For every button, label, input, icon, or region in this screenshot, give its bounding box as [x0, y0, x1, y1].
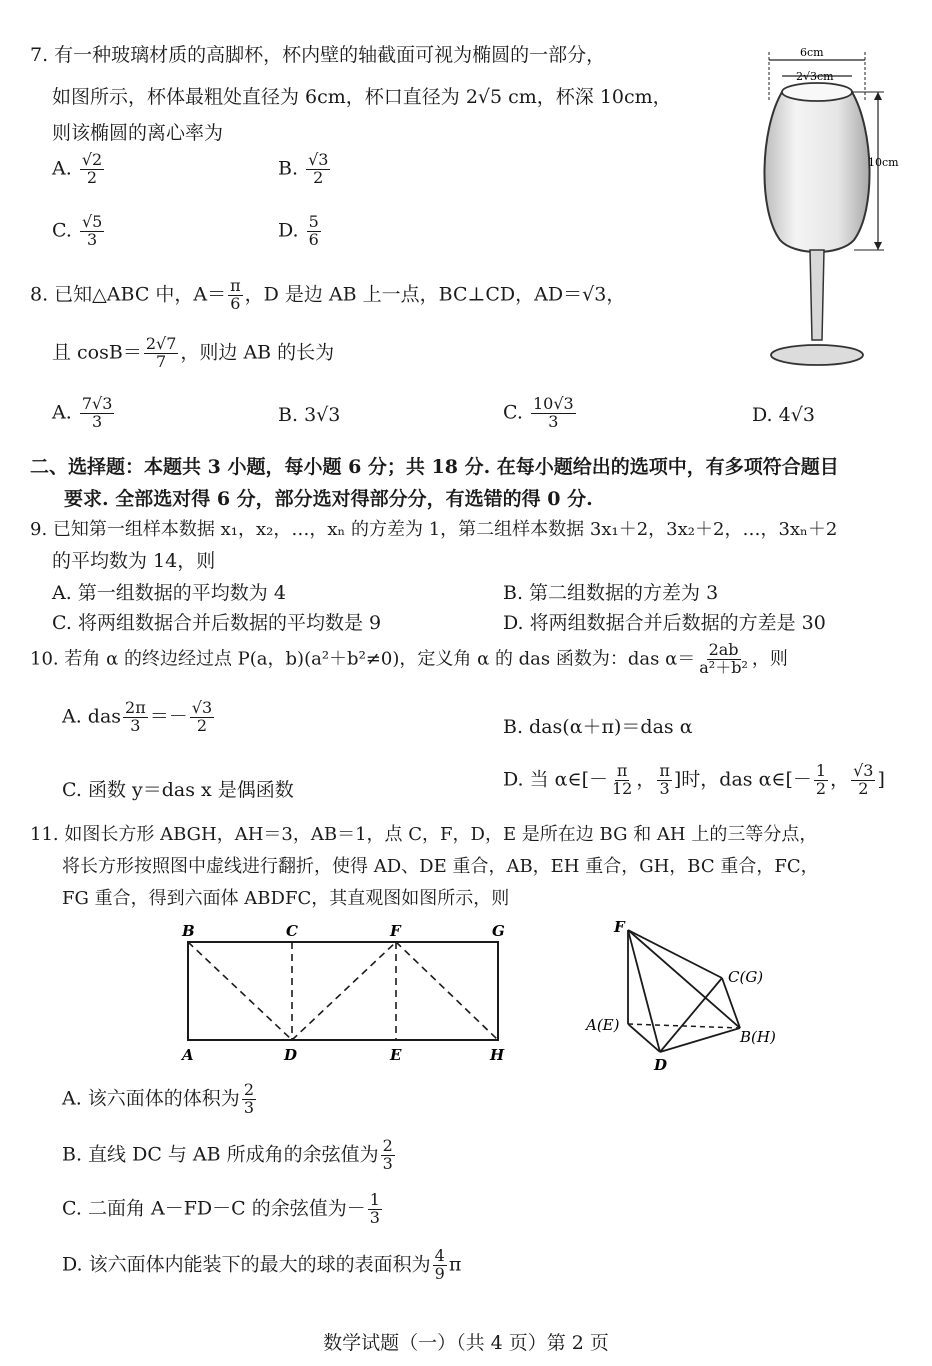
q11-option-c: C. 二面角 A－FD－C 的余弦值为－ $\frac{1}{3}$: [62, 1190, 380, 1227]
q8-option-c: C. $\frac{10√3}{3}$: [503, 394, 574, 431]
label-solid-bh: B(H): [740, 1028, 776, 1046]
dim-depth-arrow-bottom: [874, 242, 882, 250]
dim-depth-arrow-top: [874, 92, 882, 100]
q10-option-d: D. 当 α∈[－ $\frac{\pi}{12}$ ， $\frac{\pi}{3}$ ]时，das α∈[－ $\frac{1}{2}$ ， $\frac{√3}{2}$ ]: [503, 761, 885, 798]
q7-option-a: A. $\frac{√2}{2}$: [52, 150, 103, 187]
label-c: C: [286, 922, 298, 940]
q10-option-a: A. das $\frac{2\pi}{3}$ ＝－ $\frac{√3}{2}$: [62, 698, 213, 735]
edge-a-d: [628, 1024, 660, 1052]
dim-depth-label: 10cm: [868, 156, 899, 169]
q8-option-b: B. 3√3: [278, 404, 341, 426]
section2-line2: 要求. 全部选对得 6 分，部分选对得部分分，有选错的得 0 分.: [64, 488, 593, 510]
q7-option-d: D. $\frac{5}{6}$: [278, 212, 319, 249]
dim-mouth-label: 2√3cm: [796, 70, 834, 83]
q7-option-c: C. $\frac{√5}{3}$: [52, 212, 103, 249]
label-f: F: [390, 922, 401, 940]
q11-line2: 将长方形按照图中虚线进行翻折，使得 AD、DE 重合，AB，EH 重合，GH，BC 重合，FC，: [62, 856, 819, 877]
q11-option-b: B. 直线 DC 与 AB 所成角的余弦值为 $\frac{2}{3}$: [62, 1136, 393, 1173]
q10-line1: 10. 若角 α 的终边经过点 P(a，b)(a²＋b²≠0)，定义角 α 的 das 函数为：das α＝ $\frac{2ab}{\text{a²＋b²}}$ ，则: [30, 640, 788, 677]
label-solid-f: F: [614, 918, 625, 936]
wine-glass-figure: [760, 40, 920, 380]
label-h: H: [490, 1046, 505, 1064]
label-g: G: [492, 922, 505, 940]
q7-option-b: B. $\frac{√3}{2}$: [278, 150, 329, 187]
q9-line1: 9. 已知第一组样本数据 x₁，x₂，…，xₙ 的方差为 1，第二组样本数据 3x₁＋2，3x₂＋2，…，3xₙ＋2: [30, 519, 838, 540]
q7-line1: 7. 有一种玻璃材质的高脚杯，杯内壁的轴截面可视为椭圆的一部分，: [30, 44, 606, 66]
label-d: D: [284, 1046, 298, 1064]
edge-d-b: [660, 1028, 740, 1052]
rectangle-abgh-figure: [170, 918, 520, 1068]
label-e: E: [390, 1046, 402, 1064]
q8-option-d: D. 4√3: [752, 404, 815, 426]
glass-rim: [782, 83, 852, 101]
label-b: B: [182, 922, 195, 940]
q9-line2: 的平均数为 14，则: [52, 550, 216, 572]
q8-option-a: A. $\frac{7√3}{3}$: [52, 394, 113, 431]
q9-option-c: C. 将两组数据合并后数据的平均数是 9: [52, 612, 382, 634]
label-a: A: [182, 1046, 194, 1064]
q11-line3: FG 重合，得到六面体 ABDFC，其直观图如图所示，则: [62, 888, 510, 909]
q11-option-d: D. 该六面体内能装下的最大的球的表面积为 $\frac{4}{9}$ π: [62, 1246, 462, 1283]
fold-bd: [188, 942, 292, 1040]
label-solid-cg: C(G): [728, 968, 764, 986]
glass-stem: [810, 250, 824, 340]
q11-line1: 11. 如图长方形 ABGH，AH＝3，AB＝1，点 C，F，D，E 是所在边 BG 和 AH 上的三等分点，: [30, 824, 818, 845]
q9-option-b: B. 第二组数据的方差为 3: [503, 582, 719, 604]
rect-outline: [188, 942, 498, 1040]
q7-line2: 如图所示，杯体最粗处直径为 6cm，杯口直径为 2√5 cm，杯深 10cm，: [52, 86, 672, 108]
label-solid-ae: A(E): [586, 1016, 620, 1034]
q7-line3: 则该椭圆的离心率为: [52, 122, 224, 144]
q10-option-b: B. das(α＋π)＝das α: [503, 716, 693, 738]
q9-option-d: D. 将两组数据合并后数据的方差是 30: [503, 612, 826, 634]
glass-bowl: [764, 92, 869, 252]
edge-c-d: [660, 978, 722, 1052]
label-solid-d: D: [654, 1056, 668, 1074]
glass-base: [771, 345, 863, 365]
q10-option-c: C. 函数 y＝das x 是偶函数: [62, 779, 294, 801]
hexahedron-figure: [580, 910, 790, 1080]
fold-df: [292, 942, 396, 1040]
q8-line1: 8. 已知△ABC 中，A＝ $\frac{\pi}{6}$ ，D 是边 AB 上一点，BC⊥CD，AD＝√3，: [30, 276, 626, 313]
section2-line1: 二、选择题：本题共 3 小题，每小题 6 分；共 18 分. 在每小题给出的选项中，有多项符合题目: [30, 456, 839, 478]
edge-f-d: [628, 930, 660, 1052]
page-footer: 数学试题（一）（共 4 页）第 2 页: [323, 1332, 609, 1354]
q11-option-a: A. 该六面体的体积为 $\frac{2}{3}$: [62, 1080, 254, 1117]
fold-fh: [396, 942, 498, 1040]
q9-option-a: A. 第一组数据的平均数为 4: [52, 582, 286, 604]
q8-line2: 且 cosB＝ $\frac{2√7}{7}$ ，则边 AB 的长为: [52, 334, 335, 371]
dim-top-label: 6cm: [800, 46, 824, 59]
